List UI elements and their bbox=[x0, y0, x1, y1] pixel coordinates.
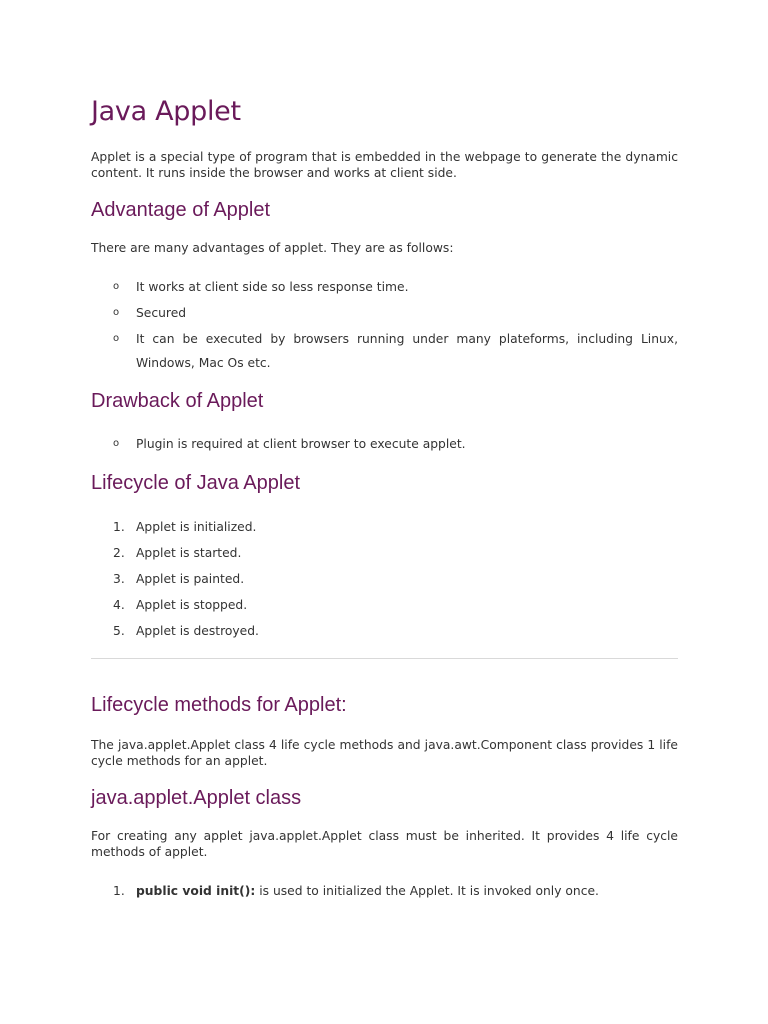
list-item bbox=[91, 567, 678, 591]
advantage-list bbox=[91, 275, 678, 375]
list-number: 1. bbox=[113, 520, 125, 534]
bullet-marker: o bbox=[113, 307, 120, 318]
applet-class-paragraph: For creating any applet java.applet.Applet class must be inherited. It provides 4 life cycle methods of applet. bbox=[91, 829, 678, 859]
list-item-text: It works at client side so less response time. bbox=[136, 280, 409, 294]
list-item bbox=[91, 515, 678, 539]
applet-class-heading: java.applet.Applet class bbox=[91, 787, 302, 809]
list-number: 1. bbox=[113, 884, 125, 898]
list-item bbox=[91, 327, 678, 375]
method-signature: public void init(): bbox=[136, 884, 256, 898]
list-item-text: Applet is painted. bbox=[136, 572, 245, 586]
list-number: 2. bbox=[113, 546, 125, 560]
list-item-text: Applet is started. bbox=[136, 546, 242, 560]
section-divider bbox=[91, 658, 678, 659]
list-item-text: Applet is destroyed. bbox=[136, 624, 259, 638]
applet-class-list bbox=[91, 879, 678, 903]
list-number: 3. bbox=[113, 572, 125, 586]
methods-heading: Lifecycle methods for Applet: bbox=[91, 694, 347, 716]
drawback-heading: Drawback of Applet bbox=[91, 390, 264, 412]
list-item bbox=[91, 879, 678, 903]
list-number: 5. bbox=[113, 624, 125, 638]
methods-paragraph: The java.applet.Applet class 4 life cycle methods and java.awt.Component class provides 1 life cycle methods for an applet. bbox=[91, 738, 678, 768]
advantage-heading: Advantage of Applet bbox=[91, 199, 271, 221]
list-item bbox=[91, 301, 678, 325]
page-title: Java Applet bbox=[91, 96, 241, 127]
intro-paragraph: Applet is a special type of program that is embedded in the webpage to generate the dynamic content. It runs inside the browser and works at client side. bbox=[91, 150, 678, 180]
list-item bbox=[91, 275, 678, 299]
bullet-marker: o bbox=[113, 333, 120, 344]
drawback-list bbox=[91, 432, 678, 456]
list-item-text: Applet is stopped. bbox=[136, 598, 248, 612]
list-item bbox=[91, 432, 678, 456]
list-item-text: Applet is initialized. bbox=[136, 520, 257, 534]
list-item bbox=[91, 541, 678, 565]
list-number: 4. bbox=[113, 598, 125, 612]
bullet-marker: o bbox=[113, 438, 120, 449]
list-item-text bbox=[136, 879, 678, 903]
lifecycle-list bbox=[91, 515, 678, 643]
bullet-marker: o bbox=[113, 281, 120, 292]
list-item-text: Plugin is required at client browser to execute applet. bbox=[136, 437, 466, 451]
list-item bbox=[91, 619, 678, 643]
list-item-text: It can be executed by browsers running under many plateforms, including Linux, Windows, Mac Os etc. bbox=[136, 332, 678, 370]
method-description: is used to initialized the Applet. It is invoked only once. bbox=[255, 884, 599, 898]
list-item-text: Secured bbox=[136, 306, 187, 320]
advantage-lead: There are many advantages of applet. They are as follows: bbox=[91, 241, 454, 255]
lifecycle-heading: Lifecycle of Java Applet bbox=[91, 472, 301, 494]
list-item bbox=[91, 593, 678, 617]
